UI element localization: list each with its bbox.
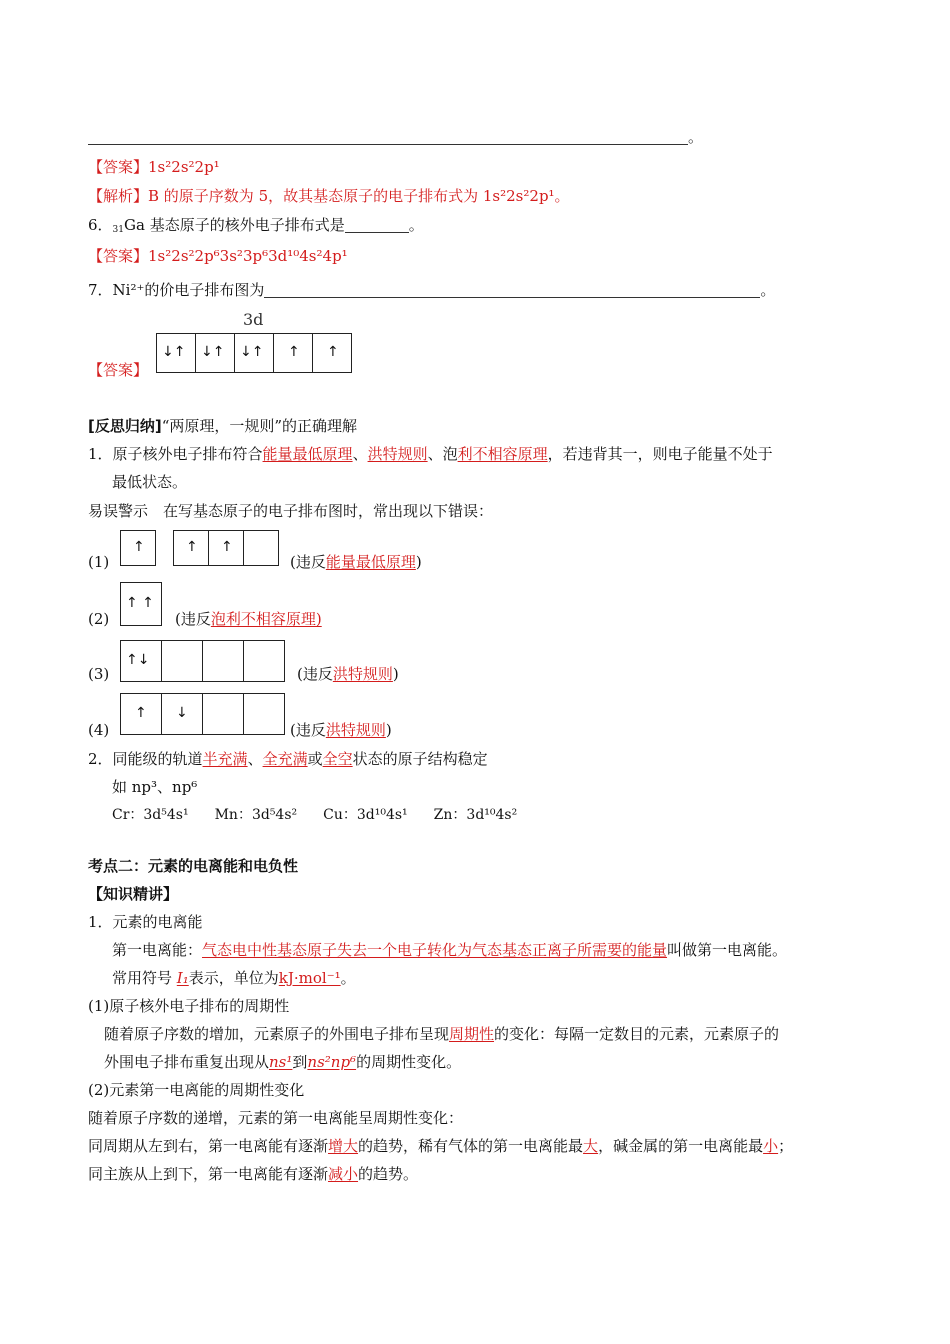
analysis-tag: 【解析】 [88,187,149,205]
error-3-note [297,664,399,684]
orbital-cell [121,641,162,681]
text: 同主族从上到下，第一电离能有逐渐 [88,1165,329,1183]
question-6 [88,215,424,235]
orbital-diagram-p [120,640,285,682]
section-title: 考点二：元素的电离能和电负性 [88,857,299,875]
text: 、泡 [427,445,458,463]
orbital-cell [162,641,203,681]
orbital-cell [209,531,244,565]
text: ) [392,665,399,683]
spin-up-arrow: ↑ [135,705,147,721]
config-item: Zn：3d¹⁰4s² [433,807,518,823]
orbital-cell [121,583,161,625]
key-term: 小 [763,1137,779,1155]
section-subtitle: 【知识精讲】 [88,885,179,903]
orbital-cell [274,334,313,372]
text: 、 [352,445,368,463]
spin-pair-arrows: ↑↓ [126,652,150,668]
symbol-line [112,968,356,988]
reflection-heading [88,416,357,436]
key-term: 泡利不相容原理) [210,610,322,628]
key-term: 半充满 [202,750,248,768]
spin-pair-arrows: ↓↑ [240,344,264,360]
orbital-diagram-s [120,582,162,626]
orbital-diagram-3d [156,333,352,373]
key-term: 大 [583,1137,599,1155]
key-term: ns¹ [269,1053,293,1071]
text: 到 [292,1053,308,1071]
orbital-cell [162,694,203,734]
text: ) [385,721,392,739]
orbital-cell [244,531,278,565]
text: 状态的原子结构稳定 [352,750,488,768]
answer-tag: 【答案】 [88,158,149,176]
reflection-title: “两原理，一规则”的正确理解 [161,417,358,435]
orbital-cell [157,334,196,372]
analysis-text: B 的原子序数为 5，故其基态原子的电子排布式为 1s²2s²2p¹。 [148,187,570,205]
text: 。 [340,969,356,987]
question-text: Ga 基态原子的核外电子排布式是 [124,216,345,234]
key-term: kJ·mol⁻¹ [278,969,341,987]
text: 的趋势。 [358,1165,419,1183]
error-2-note [175,609,322,629]
key-term: 减小 [328,1165,359,1183]
orbital-sublabel: 3d [243,310,264,329]
text: 常用符号 [112,969,173,987]
question-number: 6． [88,216,113,234]
key-term: 能量最低原理 [325,553,416,571]
periodicity-line-1 [104,1024,779,1044]
heading-ionization: 1．元素的电离能 [88,913,203,931]
spin-down-arrow: ↓ [176,705,188,721]
answer-6 [88,246,348,266]
key-term: 增大 [328,1137,359,1155]
error-1-note [290,552,422,572]
orbital-cell [244,641,284,681]
answer-text: 1s²2s²2p⁶3s²3p⁶3d¹⁰4s²4p¹ [148,247,348,265]
text: 1．原子核外电子排布符合 [88,445,263,463]
orbital-cell [121,531,155,565]
text: 表示，单位为 [188,969,279,987]
key-term: 利不相容原理 [457,445,548,463]
periodicity-line-2 [104,1052,461,1072]
orbital-cell [196,334,235,372]
text: ，碱金属的第一电离能最 [598,1137,764,1155]
key-term: 能量最低原理 [262,445,353,463]
heading-ionization-trend: (2)元素第一电离能的周期性变化 [88,1081,305,1099]
answer-blank-line [88,127,703,147]
error-3-number: (3) [88,665,110,683]
spin-up-arrow: ↑ [221,539,233,555]
answer-1 [88,157,220,177]
text: 2．同能级的轨道 [88,750,203,768]
definition-line [112,940,787,960]
text: 的周期性变化。 [356,1053,462,1071]
text: (违反 [290,553,326,571]
line-end: 。 [688,128,704,146]
example-line: 如 np³、np⁶ [112,778,198,796]
orbital-diagram-s [120,530,156,566]
text: 的变化：每隔一定数目的元素，元素原子的 [494,1025,780,1043]
text: ，若违背其一，则电子能量不处于 [547,445,773,463]
orbital-cell [313,334,351,372]
text: (违反 [290,721,326,739]
text: 同周期从左到右，第一电离能有逐渐 [88,1137,329,1155]
key-term: 洪特规则 [367,445,428,463]
key-term: 洪特规则 [325,721,386,739]
key-term: 全空 [322,750,353,768]
error-4-note [290,720,392,740]
question-number: 7． [88,281,113,299]
trend-group [88,1164,418,1184]
config-row [112,805,517,825]
spin-up-arrow: ↑ [288,344,300,360]
key-term: 周期性 [449,1025,495,1043]
line-end: 。 [408,216,424,234]
spin-pair-arrows: ↓↑ [162,344,186,360]
orbital-diagram-p [120,693,285,735]
text: ) [415,553,422,571]
answer-7-tag: 【答案】 [88,361,149,379]
orbital-cell [235,334,274,372]
answer-text: 1s²2s²2p¹ [148,158,220,176]
question-7 [88,280,775,300]
text: 或 [307,750,323,768]
spin-pair-arrows: ↓↑ [201,344,225,360]
spin-up-arrow: ↑ [186,539,198,555]
key-term: 气态电中性基态原子失去一个电子转化为气态基态正离子所需要的能量 [202,941,668,959]
key-term: ns²np⁶ [307,1053,357,1071]
fill-blank [264,283,760,298]
reflection-point-2 [88,749,488,769]
text: 的趋势，稀有气体的第一电离能最 [358,1137,584,1155]
atomic-number: 31 [112,225,124,235]
spin-up-arrow: ↑ [327,344,339,360]
text: 第一电离能： [112,941,203,959]
config-item: Cr：3d⁵4s¹ [112,807,189,823]
trend-period [88,1136,793,1156]
spin-up-arrow: ↑ [133,539,145,555]
orbital-cell [203,694,244,734]
text: (违反 [297,665,333,683]
text: ； [778,1137,794,1155]
orbital-diagram-p [173,530,279,566]
warning-text: 易误警示 在写基态原子的电子排布图时，常出现以下错误： [88,502,494,520]
reflection-point-1 [88,444,773,464]
config-item: Mn：3d⁵4s² [214,807,298,823]
error-2-number: (2) [88,610,110,628]
orbital-cell [244,694,284,734]
fill-blank [345,218,409,233]
analysis-1 [88,186,570,206]
answer-tag: 【答案】 [88,247,149,265]
text: (违反 [175,610,211,628]
text: 随着原子序数的增加，元素原子的外围电子排布呈现 [104,1025,450,1043]
reflection-tag: [反思归纳] [88,417,162,435]
spin-pair-arrows: ↑ ↑ [126,595,154,611]
key-term: I₁ [176,969,189,987]
orbital-cell [203,641,244,681]
trend-intro: 随着原子序数的递增，元素的第一电离能呈周期性变化： [88,1109,464,1127]
key-term: 全充满 [262,750,308,768]
text: 、 [247,750,263,768]
config-item: Cu：3d¹⁰4s¹ [323,807,408,823]
reflection-point-1-cont: 最低状态。 [112,473,188,491]
text: 外围电子排布重复出现从 [104,1053,270,1071]
orbital-cell [174,531,209,565]
error-1-number: (1) [88,553,110,571]
error-4-number: (4) [88,721,110,739]
key-term: 洪特规则 [332,665,393,683]
heading-periodicity: (1)原子核外电子排布的周期性 [88,997,290,1015]
question-text: Ni²⁺的价电子排布图为 [112,281,265,299]
text: 叫做第一电离能。 [667,941,788,959]
fill-blank [88,130,688,145]
line-end: 。 [760,281,776,299]
orbital-cell [121,694,162,734]
